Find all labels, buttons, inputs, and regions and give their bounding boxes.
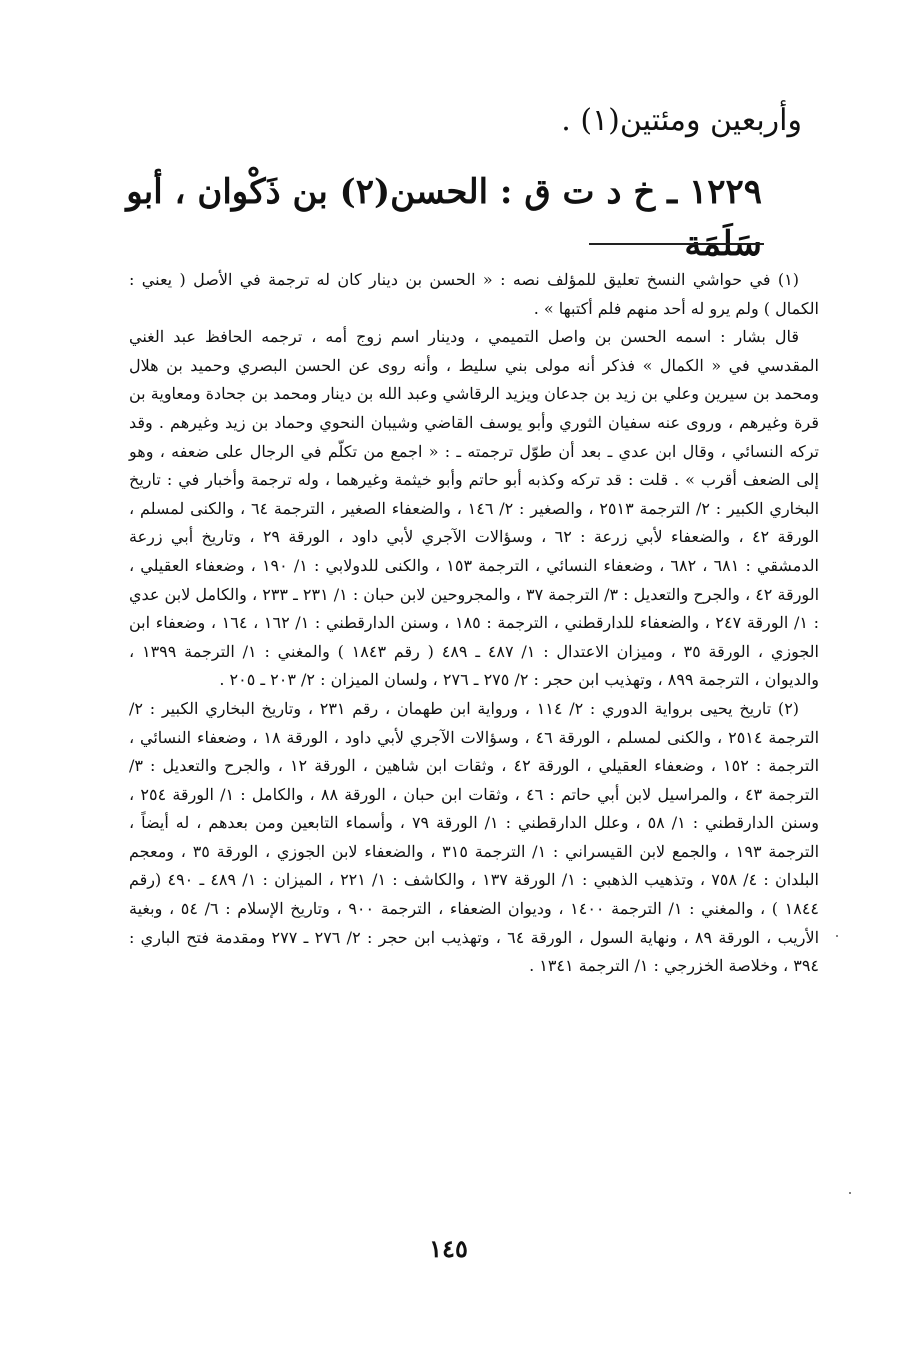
footnote-1: (١) في حواشي النسخ تعليق للمؤلف نصه : « الحسن بن دينار كان له ترجمة في الأصل ( يعني : الكمال ) ولم يرو له أحد منهم فلم أكتبها » . <box>129 270 819 318</box>
scan-speck <box>836 935 838 937</box>
entry-heading: ١٢٢٩ ـ خ د ت ق : الحسن(٢) بن ذَكْوان ، أبو سَلَمَة <box>126 172 762 264</box>
page-number: ١٤٥ <box>429 1234 468 1263</box>
footnote-1-continuation: قال بشار : اسمه الحسن بن واصل التميمي ، ودينار اسم زوج أمه ، ترجمه الحافظ عبد الغني المقدسي في « الكمال » فذكر أنه مولى بني سليط ، وأنه روى عن الحسن البصري وحميد بن هلال ومحمد بن سيرين وعلي بن زيد بن جدعان ويزيد الرقاشي وعبد الله بن دينار ومحمد بن جحادة ومعاوية بن قرة وغيرهم ، وروى عنه سفيان الثوري وأبو يوسف القاضي وشيبان النحوي وحماد بن زيد وغيرهم . وقد تركه النسائي ، وقال ابن عدي ـ بعد أن طوّل ترجمته ـ : « اجمع من تكلّم في الرجال على ضعفه ، وهو إلى الضعف أقرب » . قلت : قد تركه وكذبه أبو حاتم وأبو خيثمة وغيرهما ، وله ترجمة وأخبار في : تاريخ البخاري الكبير : ٢/ الترجمة ٢٥١٣ ، والصغير : ٢/ ١٤٦ ، والضعفاء الصغير ، الترجمة ٦٤ ، والكنى لمسلم ، الورقة ٤٢ ، والضعفاء لأبي زرعة : ٦٢ ، وسؤالات الآجري لأبي داود ، الورقة ٢٩ ، وتاريخ أبي زرعة الدمشقي : ٦٨١ ، ٦٨٢ ، وضعفاء النسائي ، الترجمة ١٥٣ ، والكنى للدولابي : ١/ ١٩٠ ، وضعفاء العقيلي ، الورقة ٤٢ ، والجرح والتعديل : ٣/ الترجمة ٣٧ ، والمجروحين لابن حبان : ١/ ٢٣١ ـ ٢٣٣ ، والكامل لابن عدي : ١/ الورقة ٢٤٧ ، والضعفاء للدارقطني ، الترجمة : ١٨٥ ، وسنن الدارقطني : ١/ ١٦٢ ، ١٦٤ ، وضعفاء ابن الجوزي ، الورقة ٣٥ ، وميزان الاعتدال : ١/ ٤٨٧ ـ ٤٨٩ ( رقم ١٨٤٣ ) والمغني : ١/ الترجمة ١٣٩٩ ، والديوان ، الترجمة ٨٩٩ ، وتهذيب ابن حجر : ٢/ ٢٧٥ ـ ٢٧٦ ، ولسان الميزان : ٢/ ٢٠٣ ـ ٢٠٥ . <box>129 327 820 690</box>
scan-speck <box>849 1192 851 1194</box>
footnotes-block <box>129 266 819 981</box>
footnote-separator <box>589 243 764 245</box>
footnote-2: (٢) تاريخ يحيى برواية الدوري : ٢/ ١١٤ ، ورواية ابن طهمان ، رقم ٢٣١ ، وتاريخ البخاري الكبير : ٢/ الترجمة ٢٥١٤ ، والكنى لمسلم ، الورقة ٤٦ ، وسؤالات الآجري لأبي داود ، الورقة ١٨ ، وضعفاء النسائي ، الترجمة : ١٥٢ ، وضعفاء العقيلي ، الورقة ٤٢ ، وثقات ابن شاهين ، الورقة ١٢ ، والجرح والتعديل : ٣/ الترجمة ٤٣ ، والمراسيل لابن أبي حاتم : ٤٦ ، وثقات ابن حبان ، الورقة ٨٨ ، والكامل : ١/ الورقة ٢٥٤ ، وسنن الدارقطني : ١/ ٥٨ ، وعلل الدارقطني : ١/ الورقة ٧٩ ، وأسماء التابعين ومن بعدهم ، له أيضاً ، الترجمة ١٩٣ ، والجمع لابن القيسراني : ١/ الترجمة ٣١٥ ، والضعفاء لابن الجوزي ، الورقة ٣٥ ، ومعجم البلدان : ٤/ ٧٥٨ ، وتذهيب الذهبي : ١/ الورقة ١٣٧ ، والكاشف : ١/ ٢٢١ ، الميزان : ١/ ٤٨٩ ـ ٤٩٠ (رقم ١٨٤٤ ) ، والمغني : ١/ الترجمة ١٤٠٠ ، وديوان الضعفاء ، الترجمة ٩٠٠ ، وتاريخ الإسلام : ٦/ ٥٤ ، وبغية الأريب ، الورقة ٨٩ ، ونهاية السول ، الورقة ٦٤ ، وتهذيب ابن حجر : ٢/ ٢٧٦ ـ ٢٧٧ ومقدمة فتح الباري : ٣٩٤ ، وخلاصة الخزرجي : ١/ الترجمة ١٣٤١ . <box>129 698 820 976</box>
continuation-line: وأربعين ومئتين(١) . <box>561 103 802 138</box>
